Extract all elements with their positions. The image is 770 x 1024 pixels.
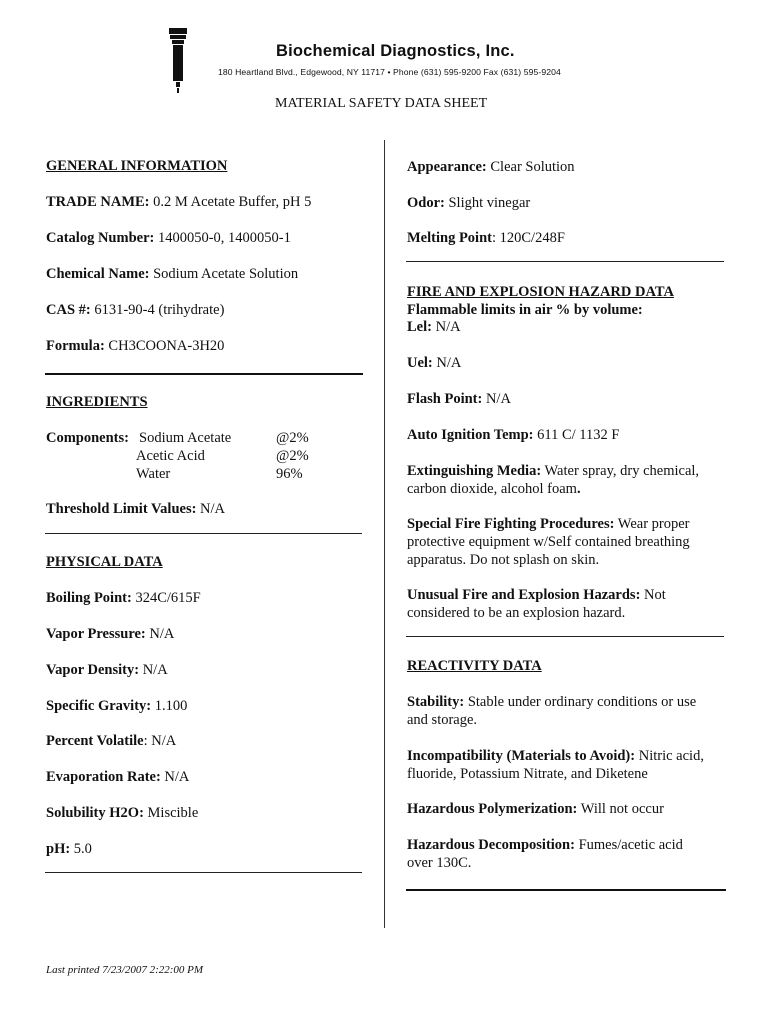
- boiling-point-value: 324C/615F: [135, 590, 201, 606]
- divider: [45, 872, 362, 873]
- uel-row: [407, 355, 461, 372]
- chemical-name-row: [46, 266, 298, 283]
- formula-label: Formula:: [46, 338, 105, 354]
- company-name: Biochemical Diagnostics, Inc.: [276, 42, 515, 60]
- component-name: Sodium Acetate: [139, 430, 232, 446]
- odor-row: [407, 195, 530, 212]
- threshold-limit-value: N/A: [200, 501, 226, 517]
- last-printed-footer: Last printed 7/23/2007 2:22:00 PM: [46, 964, 204, 976]
- document-title: MATERIAL SAFETY DATA SHEET: [275, 96, 488, 111]
- trade-name-label: TRADE NAME:: [46, 194, 150, 210]
- hazardous-decomposition-line-2: over 130C.: [407, 855, 472, 871]
- cas-label: CAS #:: [46, 302, 91, 318]
- auto-ignition-value: 611 C/ 1132 F: [537, 427, 620, 443]
- components-label: Components:: [46, 430, 129, 446]
- extinguishing-media-label: Extinguishing Media:: [407, 463, 542, 479]
- lel-value: N/A: [435, 319, 461, 335]
- percent-volatile-label: Percent Volatile: [46, 733, 144, 749]
- solubility-row: [46, 805, 198, 822]
- solubility-value: Miscible: [147, 805, 199, 821]
- ph-row: [46, 841, 92, 858]
- flash-point-label: Flash Point:: [407, 391, 483, 407]
- uel-value: N/A: [436, 355, 462, 371]
- extinguishing-media-value: Water spray, dry chemical,: [544, 463, 700, 479]
- percent-volatile-value: : N/A: [143, 733, 177, 749]
- divider: [406, 261, 724, 262]
- unusual-hazards-row: [407, 587, 666, 604]
- lel-row: [407, 319, 461, 336]
- stability-row: [407, 694, 696, 711]
- appearance-label: Appearance:: [407, 159, 487, 175]
- formula-value: CH3COONA-3H20: [108, 338, 225, 354]
- physical-data-heading: PHYSICAL DATA: [46, 554, 163, 570]
- odor-label: Odor:: [407, 195, 445, 211]
- fire-explosion-heading: FIRE AND EXPLOSION HAZARD DATA: [407, 284, 674, 300]
- vapor-pressure-row: [46, 626, 174, 643]
- component-name: Acetic Acid: [136, 448, 205, 464]
- catalog-number-value: 1400050-0, 1400050-1: [157, 230, 291, 246]
- chemical-name-label: Chemical Name:: [46, 266, 150, 282]
- ph-label: pH:: [46, 841, 71, 857]
- component-amount: @2%: [276, 430, 309, 446]
- hazardous-decomposition-row: [407, 837, 683, 854]
- special-procedures-label: Special Fire Fighting Procedures:: [407, 516, 615, 532]
- catalog-number-row: [46, 230, 291, 247]
- auto-ignition-label: Auto Ignition Temp:: [407, 427, 534, 443]
- unusual-hazards-line-2: considered to be an explosion hazard.: [407, 605, 626, 621]
- melting-point-value: : 120C/248F: [491, 230, 565, 246]
- reactivity-heading: REACTIVITY DATA: [407, 658, 542, 674]
- divider: [406, 636, 724, 637]
- cas-value: 6131-90-4 (trihydrate): [94, 302, 225, 318]
- vapor-density-value: N/A: [142, 662, 168, 678]
- hazardous-decomposition-value: Fumes/acetic acid: [578, 837, 683, 853]
- melting-point-row: [407, 230, 565, 247]
- incompatibility-value: Nitric acid,: [638, 748, 704, 764]
- percent-volatile-row: [46, 733, 176, 750]
- appearance-row: [407, 159, 575, 176]
- ph-value: 5.0: [73, 841, 92, 857]
- divider: [406, 889, 726, 891]
- ingredients-heading: INGREDIENTS: [46, 394, 148, 410]
- vapor-density-label: Vapor Density:: [46, 662, 140, 678]
- flash-point-row: [407, 391, 511, 408]
- incompatibility-line-2: fluoride, Potassium Nitrate, and Diketene: [407, 766, 648, 782]
- flash-point-value: N/A: [485, 391, 511, 407]
- divider: [45, 533, 362, 534]
- formula-row: [46, 338, 224, 355]
- specific-gravity-value: 1.100: [154, 698, 188, 714]
- extinguishing-media-row: [407, 463, 699, 480]
- specific-gravity-label: Specific Gravity:: [46, 698, 152, 714]
- threshold-limit-label: Threshold Limit Values:: [46, 501, 197, 517]
- boiling-point-label: Boiling Point:: [46, 590, 132, 606]
- vapor-pressure-label: Vapor Pressure:: [46, 626, 146, 642]
- solubility-label: Solubility H2O:: [46, 805, 144, 821]
- lel-label: Lel:: [407, 319, 432, 335]
- evaporation-rate-value: N/A: [164, 769, 190, 785]
- flammable-limits-label: Flammable limits in air % by volume:: [407, 302, 643, 318]
- appearance-value: Clear Solution: [490, 159, 575, 175]
- evaporation-rate-row: [46, 769, 189, 786]
- catalog-number-label: Catalog Number:: [46, 230, 155, 246]
- vapor-density-row: [46, 662, 168, 679]
- extinguishing-media-continued: carbon dioxide, alcohol foam.: [407, 481, 581, 497]
- component-name: Water: [136, 466, 171, 482]
- trade-name-row: [46, 194, 311, 211]
- company-address: 180 Heartland Blvd., Edgewood, NY 11717 • Phone (631) 595-9200 Fax (631) 595-9204: [218, 67, 561, 77]
- hazardous-polymerization-value: Will not occur: [580, 801, 664, 817]
- stability-line-2: and storage.: [407, 712, 478, 728]
- auto-ignition-row: [407, 427, 619, 444]
- special-procedures-value: Wear proper: [617, 516, 690, 532]
- special-procedures-line-2: protective equipment w/Self contained breathing: [407, 534, 690, 550]
- component-amount: 96%: [276, 466, 303, 482]
- threshold-limit-row: [46, 501, 225, 518]
- incompatibility-label: Incompatibility (Materials to Avoid):: [407, 748, 636, 764]
- cas-row: [46, 302, 224, 319]
- hazardous-decomposition-label: Hazardous Decomposition:: [407, 837, 575, 853]
- incompatibility-row: [407, 748, 704, 765]
- uel-label: Uel:: [407, 355, 433, 371]
- boiling-point-row: [46, 590, 201, 607]
- odor-value: Slight vinegar: [448, 195, 531, 211]
- special-procedures-line-3: apparatus. Do not splash on skin.: [407, 552, 600, 568]
- chemical-name-value: Sodium Acetate Solution: [153, 266, 299, 282]
- evaporation-rate-label: Evaporation Rate:: [46, 769, 161, 785]
- stability-value: Stable under ordinary conditions or use: [467, 694, 697, 710]
- melting-point-label: Melting Point: [407, 230, 492, 246]
- component-amount: @2%: [276, 448, 309, 464]
- unusual-hazards-value: Not: [644, 587, 666, 603]
- general-information-heading: GENERAL INFORMATION: [46, 158, 228, 174]
- vapor-pressure-value: N/A: [149, 626, 175, 642]
- special-procedures-row: [407, 516, 690, 533]
- divider: [45, 373, 363, 375]
- unusual-hazards-label: Unusual Fire and Explosion Hazards:: [407, 587, 641, 603]
- trade-name-value: 0.2 M Acetate Buffer, pH 5: [153, 194, 312, 210]
- hazardous-polymerization-row: [407, 801, 664, 818]
- specific-gravity-row: [46, 698, 187, 715]
- company-logo: [166, 28, 192, 94]
- hazardous-polymerization-label: Hazardous Polymerization:: [407, 801, 578, 817]
- stability-label: Stability:: [407, 694, 465, 710]
- column-divider: [384, 140, 385, 928]
